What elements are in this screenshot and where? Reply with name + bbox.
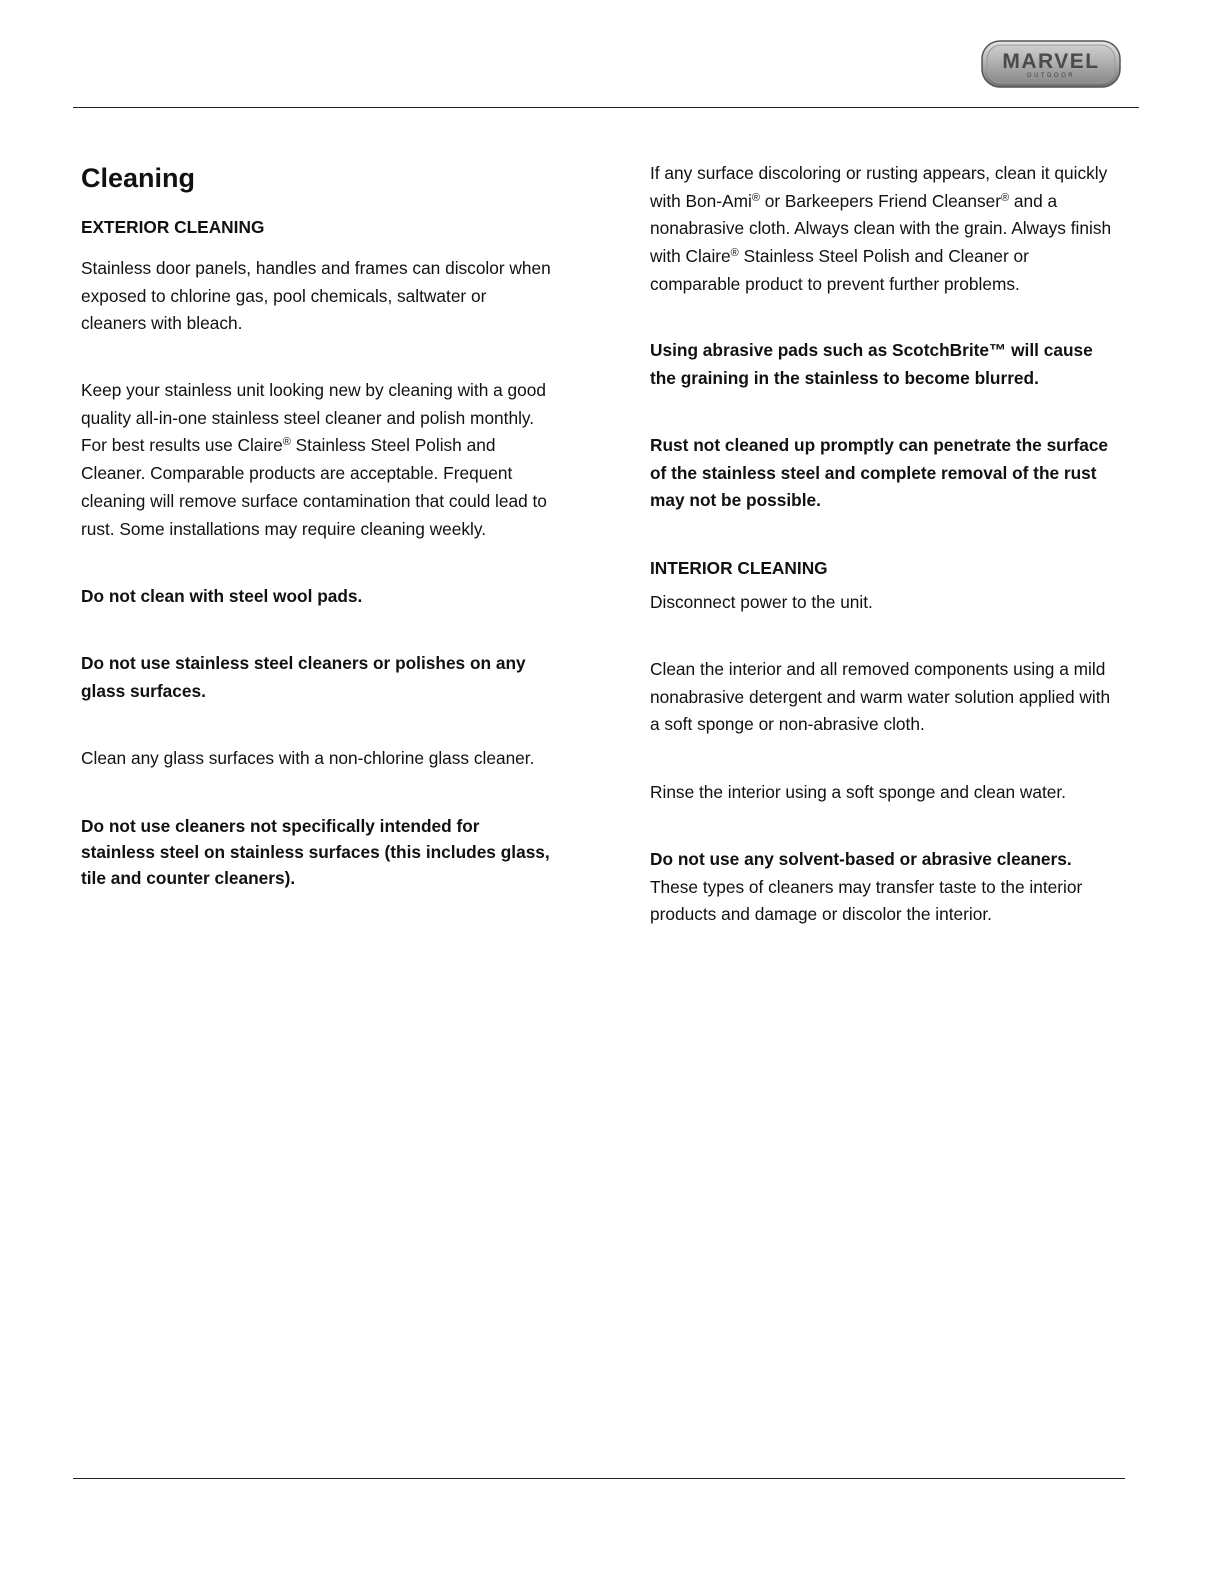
interior-cleaning-line: nonabrasive detergent and warm water solution applied with (650, 686, 1111, 707)
solvent-detail-line: These types of cleaners may transfer taste to the interior (650, 876, 1083, 897)
abrasive-pads-warning-line: Using abrasive pads such as ScotchBrite™ will cause (650, 340, 1093, 360)
steel-wool-warning: Do not clean with steel wool pads. (81, 586, 363, 606)
maintenance-line: Stainless Steel Polish and (290, 435, 496, 456)
solvent-detail-line: products and damage or discolor the interior. (650, 904, 992, 925)
rinse-instruction: Rinse the interior using a soft sponge and clean water. (650, 782, 1066, 802)
interior-cleaning-line: Clean the interior and all removed components using a mild (650, 659, 1106, 679)
rust-penetration-warning-line: Rust not cleaned up promptly can penetrate the surface (650, 435, 1109, 455)
logo-tagline-text: OUTDOOR (1026, 73, 1076, 79)
registered-mark: ® (282, 436, 291, 449)
solvent-warning-paragraph (650, 846, 1082, 929)
footer-divider (73, 1478, 1125, 1479)
interior-cleaning-line: a soft sponge or non-abrasive cloth. (650, 714, 925, 735)
exterior-intro-line: Stainless door panels, handles and frames can discolor when (81, 258, 551, 278)
rust-treatment-line: comparable product to prevent further problems. (650, 273, 1020, 294)
solvent-warning: Do not use any solvent-based or abrasive cleaners. (650, 849, 1072, 869)
registered-mark: ® (751, 191, 760, 204)
rust-treatment-line: with Bon-Ami (650, 190, 752, 211)
exterior-intro-paragraph (81, 255, 551, 338)
glass-polish-warning-line: glass surfaces. (81, 680, 206, 701)
exterior-intro-line: exposed to chlorine gas, pool chemicals, saltwater or (81, 285, 487, 306)
rust-treatment-line: with Claire (650, 246, 731, 267)
rust-treatment-line: or Barkeepers Friend Cleanser (759, 190, 1002, 211)
registered-mark: ® (1001, 191, 1010, 204)
rust-penetration-warning (650, 432, 1108, 515)
disconnect-power-instruction: Disconnect power to the unit. (650, 592, 873, 612)
maintenance-line: rust. Some installations may require cleaning weekly. (81, 518, 487, 539)
glass-polish-warning-line: Do not use stainless steel cleaners or polishes on any (81, 653, 526, 673)
rust-penetration-warning-line: of the stainless steel and complete removal of the rust (650, 462, 1097, 483)
maintenance-line: For best results use Claire (81, 435, 283, 456)
maintenance-line: Keep your stainless unit looking new by cleaning with a good (81, 380, 546, 400)
unintended-cleaners-line: stainless steel on stainless surfaces (this includes glass, (81, 842, 550, 862)
logo-brand-text: MARVEL (1002, 50, 1100, 73)
interior-cleaning-paragraph (650, 656, 1110, 739)
interior-cleaning-heading: INTERIOR CLEANING (650, 558, 828, 578)
rust-penetration-warning-line: may not be possible. (650, 490, 821, 511)
exterior-intro-line: cleaners with bleach. (81, 313, 243, 334)
rust-treatment-line: If any surface discoloring or rusting appears, clean it quickly (650, 163, 1108, 183)
maintenance-line: Cleaner. Comparable products are acceptable. Frequent (81, 463, 513, 484)
rust-treatment-line: nonabrasive cloth. Always clean with the grain. Always finish (650, 218, 1112, 239)
abrasive-pads-warning-line: the graining in the stainless to become blurred. (650, 367, 1039, 388)
glass-polish-warning (81, 650, 526, 705)
header-divider (73, 107, 1139, 108)
page-title: Cleaning (81, 163, 196, 193)
maintenance-paragraph (81, 377, 547, 543)
marvel-outdoor-logo (981, 40, 1121, 88)
abrasive-pads-warning (650, 337, 1093, 392)
registered-mark: ® (730, 247, 739, 260)
unintended-cleaners-line: Do not use cleaners not specifically intended for (81, 816, 480, 836)
rust-treatment-line: and a (1009, 190, 1058, 211)
rust-treatment-line: Stainless Steel Polish and Cleaner or (738, 246, 1029, 267)
maintenance-line: cleaning will remove surface contamination that could lead to (81, 490, 547, 511)
glass-cleaner-tip: Clean any glass surfaces with a non-chlorine glass cleaner. (81, 748, 535, 768)
maintenance-line: quality all-in-one stainless steel cleaner and polish monthly. (81, 407, 535, 428)
unintended-cleaners-line: tile and counter cleaners). (81, 868, 296, 888)
exterior-cleaning-heading: EXTERIOR CLEANING (81, 217, 265, 237)
unintended-cleaners-warning (81, 813, 550, 891)
rust-treatment-paragraph (650, 160, 1111, 299)
